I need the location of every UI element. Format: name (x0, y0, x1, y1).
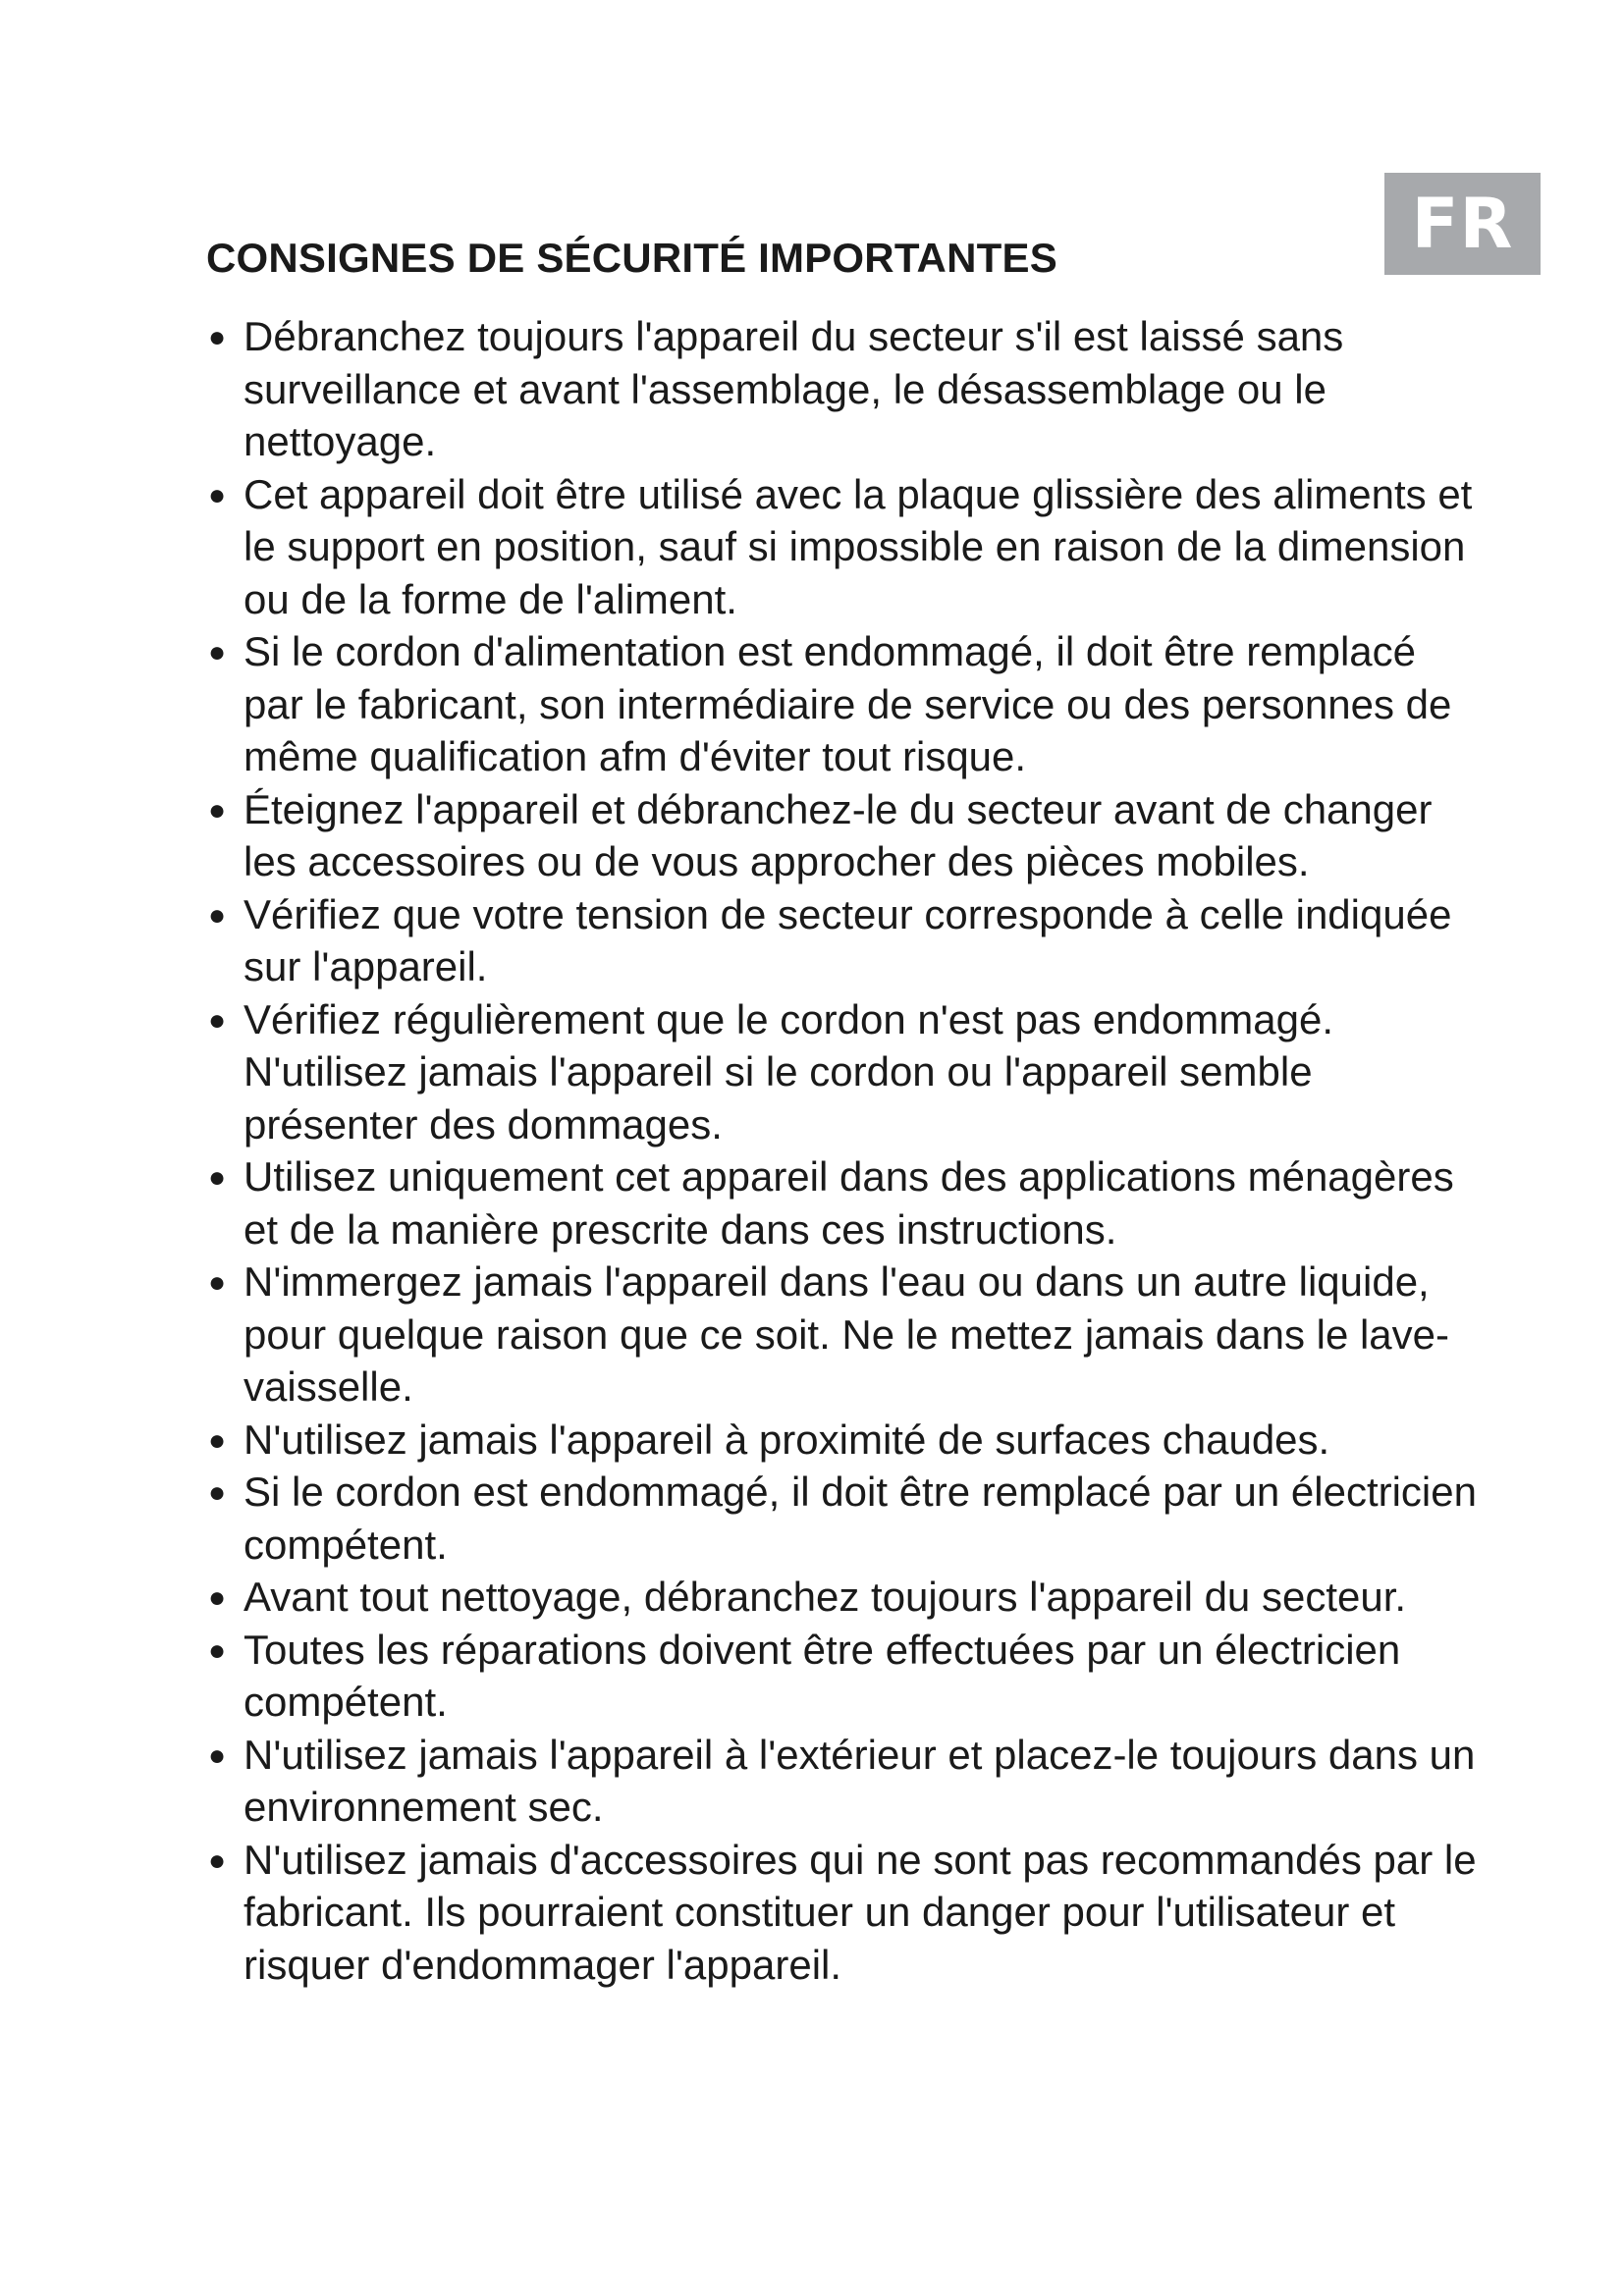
bullet-icon: ● (208, 898, 227, 932)
bullet-icon: ● (208, 1161, 227, 1194)
bullet-icon: ● (208, 321, 227, 353)
list-item-text: N'utilisez jamais d'accessoires qui ne sont pas recommandés par le fabricant. Ils pourraient constituer un danger pour l'utilisateur et risquer d'endommager l'appareil. (244, 1836, 1477, 1988)
list-item (206, 993, 1483, 1151)
list-item-text: Avant tout nettoyage, débranchez toujours l'appareil du secteur. (244, 1574, 1407, 1620)
list-item (206, 1414, 1483, 1467)
bullet-icon: ● (208, 1581, 227, 1614)
list-item-text: Éteignez l'appareil et débranchez-le du secteur avant de changer les accessoires ou de vous approcher des pièces mobiles. (244, 785, 1433, 884)
list-item-text: Vérifiez que votre tension de secteur corresponde à celle indiquée sur l'appareil. (244, 890, 1452, 989)
bullet-icon: ● (208, 793, 227, 827)
list-item-text: N'utilisez jamais l'appareil à l'extérieur et placez-le toujours dans un environnement sec. (244, 1731, 1476, 1830)
list-item (206, 1466, 1483, 1571)
list-item (206, 625, 1483, 783)
list-item (206, 888, 1483, 993)
list-item-text: N'utilisez jamais l'appareil à proximité de surfaces chaudes. (244, 1415, 1330, 1463)
bullet-icon: ● (208, 1266, 227, 1299)
list-item (206, 1834, 1483, 1992)
bullet-icon: ● (208, 1738, 227, 1772)
bullet-icon: ● (208, 1843, 227, 1877)
bullet-icon: ● (208, 1633, 227, 1667)
list-item (206, 1624, 1483, 1729)
list-item-text: Si le cordon d'alimentation est endommagé, il doit être remplacé par le fabricant, son intermédiaire de service ou des personnes de même qualification afm d'éviter tout risque. (244, 628, 1452, 779)
bullet-icon: ● (208, 1423, 227, 1457)
bullet-icon: ● (208, 1003, 227, 1037)
list-item-text: Utilisez uniquement cet appareil dans des applications ménagères et de la manière prescrite dans ces instructions. (244, 1153, 1454, 1253)
bullet-icon: ● (208, 636, 227, 668)
list-item (206, 1150, 1483, 1255)
list-item (206, 1729, 1483, 1834)
list-item (206, 310, 1483, 468)
list-item (206, 1255, 1483, 1414)
list-item (206, 468, 1483, 626)
bullet-icon: ● (208, 1476, 227, 1509)
safety-rules-list (206, 310, 1483, 1991)
list-item-text: Débranchez toujours l'appareil du secteur s'il est laissé sans surveillance et avant l'assemblage, le désassemblage ou le nettoyage. (244, 313, 1344, 464)
list-item-text: N'immergez jamais l'appareil dans l'eau ou dans un autre liquide, pour quelque raison que ce soit. Ne le mettez jamais dans le lave-vaisselle. (244, 1258, 1450, 1410)
section-title: CONSIGNES DE SÉCURITÉ IMPORTANTES (206, 235, 1057, 281)
list-item (206, 1571, 1483, 1624)
bullet-icon: ● (208, 478, 227, 511)
language-badge: FR (1384, 173, 1541, 275)
list-item (206, 783, 1483, 888)
list-item-text: Toutes les réparations doivent être effectuées par un électricien compétent. (244, 1626, 1401, 1725)
list-item-text: Cet appareil doit être utilisé avec la plaque glissière des aliments et le support en position, sauf si impossible en raison de la dimension ou de la forme de l'aliment. (244, 470, 1473, 622)
safety-section (206, 232, 1483, 1991)
list-item-text: Vérifiez régulièrement que le cordon n'est pas endommagé. N'utilisez jamais l'appareil si le cordon ou l'appareil semble présenter des dommages. (244, 995, 1333, 1148)
list-item-text: Si le cordon est endommagé, il doit être remplacé par un électricien compétent. (244, 1468, 1477, 1568)
